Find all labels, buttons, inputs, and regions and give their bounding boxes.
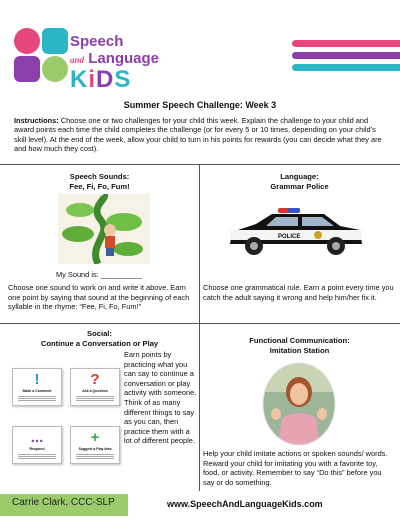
logo-and: and (70, 55, 85, 65)
logo-kids-k: K (70, 66, 89, 93)
language-subheading: Grammar Police (270, 181, 329, 191)
card-text-lines (18, 395, 56, 402)
card-text-lines (76, 453, 114, 460)
card-ask-question (70, 368, 120, 406)
logo-kids (70, 67, 159, 93)
grid-divider-top (0, 164, 400, 165)
card-respond (12, 426, 62, 464)
plus-icon: + (90, 429, 100, 446)
functional-text: Help your child imitate actions or spoken sounds/ words. Reward your child for imitating you with a favorite toy, food, or activity. Remember to say “Do this” before you say or do something. (203, 449, 388, 487)
functional-subheading: Imitation Station (269, 345, 330, 355)
speech-sounds-title (0, 172, 199, 191)
grid-divider-middle (0, 323, 400, 324)
header-stripe-purple (292, 52, 400, 59)
logo-kids-d: D (96, 66, 115, 93)
speech-sounds-text: Choose one sound to work on and write it above. Earn one point by saying that sound at the beginning of each syllable in the rhyme: “Fee, Fi, Fo, Fum!” (8, 283, 190, 312)
card-suggest-play (70, 426, 120, 464)
logo-mark-icon (12, 24, 76, 90)
police-car-text: POLICE (278, 234, 301, 240)
instructions (14, 116, 388, 154)
card-text-lines (76, 395, 114, 402)
footer-website-link[interactable]: www.SpeechAndLanguageKids.com (167, 499, 323, 509)
card-caption: Suggest a Play Idea (78, 447, 112, 451)
instructions-text: Choose one or two challenges for your child this week. Explain the challenge to your child and award points each time the child completes the challenge (or for every 5 or 10 times, depending on your child’s skill level). At the end of the week, allow your child to turn in his points for rewards (you can decide what they are and how much they cost). (14, 116, 382, 154)
functional-heading: Functional Communication: (249, 336, 350, 345)
social-title (0, 329, 199, 348)
logo-kids-s: S (114, 66, 132, 93)
ellipsis-icon: ... (30, 429, 44, 446)
card-text-lines (18, 453, 56, 460)
language-heading: Language: (280, 172, 319, 181)
card-caption: Make a Comment (22, 389, 52, 393)
page-title: Summer Speech Challenge: Week 3 (123, 100, 277, 110)
logo-language: Language (88, 50, 160, 67)
speech-sounds-subheading: Fee, Fi, Fo, Fum! (69, 181, 130, 191)
language-text: Choose one grammatical rule. Earn a point every time you catch the adult saying it wrong and help him/her fix it. (203, 283, 394, 302)
social-heading: Social: (87, 329, 112, 338)
speech-sounds-heading: Speech Sounds: (69, 172, 130, 181)
footer-author: Carrie Clark, CCC-SLP (12, 497, 115, 508)
social-subheading: Continue a Conversation or Play (40, 338, 159, 348)
social-text: Earn points by practicing what you can say to continue a conversation or play activity with someone. Think of as many different things to say as you can, then practice them with a lot of different people. (124, 350, 197, 446)
my-sound-field[interactable]: My Sound is: __________ (56, 270, 142, 279)
header-stripe-teal (292, 64, 400, 71)
imitation-photo (262, 362, 336, 446)
beanstalk-illustration (58, 194, 150, 264)
logo-speech: Speech (70, 33, 124, 50)
question-mark-icon: ? (90, 371, 100, 388)
card-caption: Ask a Question (82, 389, 108, 393)
instructions-label: Instructions: (14, 116, 59, 125)
exclamation-icon: ! (34, 371, 40, 388)
logo-text (70, 34, 159, 93)
card-caption: Respond (29, 447, 45, 451)
police-car-illustration (226, 206, 366, 258)
card-make-comment (12, 368, 62, 406)
language-title (199, 172, 400, 191)
functional-title (199, 336, 400, 355)
header-stripe-pink (292, 40, 400, 47)
logo-kids-i: i (88, 66, 97, 93)
